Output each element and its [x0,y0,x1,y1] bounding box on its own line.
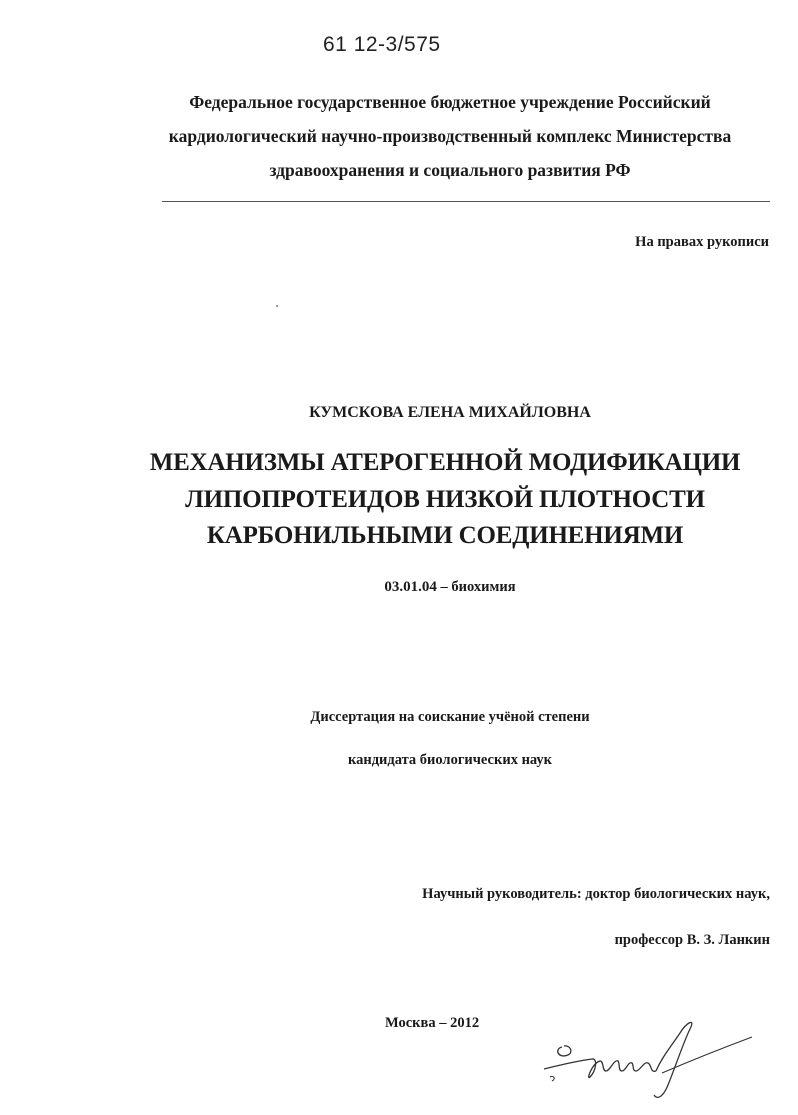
institution-line-2: кардиологический научно-производственный комплекс Министерства [168,126,732,146]
manuscript-rights-note: На правах рукописи [635,234,769,250]
handwritten-signature [540,1015,760,1105]
thesis-title-line-3: КАРБОНИЛЬНЫМИ СОЕДИНЕНИЯМИ [206,522,684,549]
specialty-code: 03.01.04 [384,579,437,595]
supervisor-line-2: профессор В. З. Ланкин [614,932,770,948]
institution-line-3: здравоохранения и социального развития РФ [269,160,631,180]
thesis-title-line-1: МЕХАНИЗМЫ АТЕРОГЕННОЙ МОДИФИКАЦИИ [149,449,741,476]
institution-line-1: Федеральное государственное бюджетное учреждение Российский [189,92,711,112]
author-name: КУМСКОВА ЕЛЕНА МИХАЙЛОВНА [309,404,591,421]
place-and-year: Москва – 2012 [385,1015,480,1031]
supervisor-line-1: Научный руководитель: доктор биологических наук, [422,886,770,902]
specialty-name: – биохимия [440,579,516,595]
archive-stamp-number: 61 12-3/575 [323,33,441,56]
thesis-title-line-2: ЛИПОПРОТЕИДОВ НИЗКОЙ ПЛОТНОСТИ [185,486,705,513]
specialty [100,579,798,596]
scan-speck [276,305,278,307]
degree-line-2: кандидата биологических наук [347,752,553,768]
header-divider [162,201,770,202]
degree-line-1: Диссертация на соискание учёной степени [310,709,590,725]
